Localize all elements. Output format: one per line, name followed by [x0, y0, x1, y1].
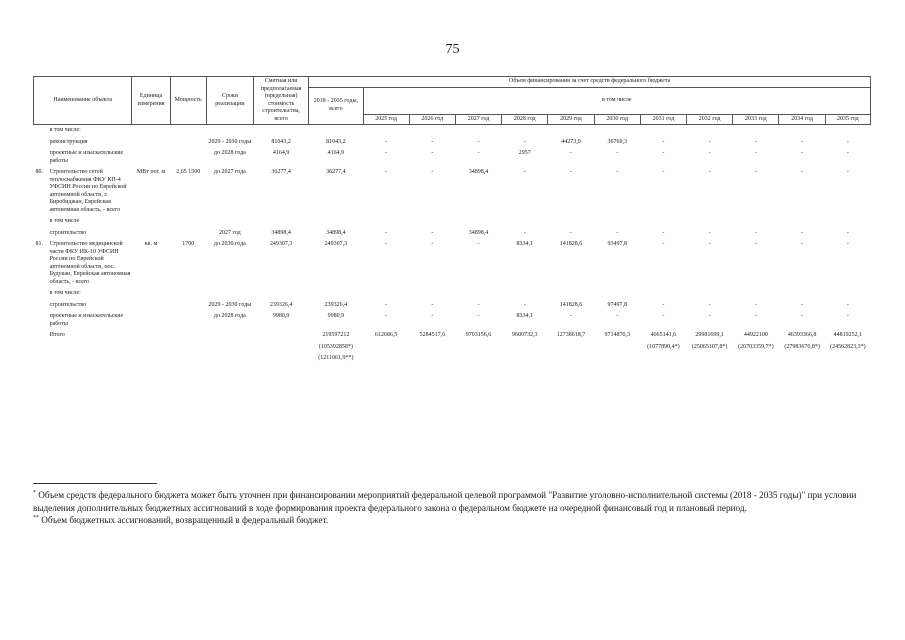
- table-row: [34, 216, 871, 228]
- row-year-value: [409, 216, 455, 228]
- row-year-value: -: [708, 241, 711, 247]
- header-year: 2032 год: [687, 114, 733, 125]
- total-year-value: 9600732,3: [512, 332, 538, 338]
- row-year-value: -: [846, 138, 849, 145]
- row-cost: [254, 288, 309, 300]
- row-year-value: -: [523, 301, 526, 308]
- row-year-value: [594, 216, 640, 228]
- row-term: 2027 год: [219, 229, 241, 236]
- row-number: [34, 288, 48, 300]
- row-year-value: [363, 216, 409, 228]
- row-year-value: -: [754, 169, 757, 175]
- total-year-value: 44922100: [743, 332, 768, 338]
- row-year-value: -: [569, 229, 572, 236]
- row-year-value: 36769,3: [607, 138, 627, 145]
- row-year-value: -: [708, 169, 711, 175]
- row-year-value: [733, 288, 779, 300]
- row-year-value: -: [431, 301, 434, 308]
- row-year-value: -: [385, 138, 388, 145]
- total-year-note: (1077890,4*): [647, 343, 680, 350]
- footnote-2-text: Объем бюджетных ассигнований, возвращенный в федеральный бюджет.: [39, 515, 329, 526]
- row-year-value: -: [754, 313, 757, 319]
- row-year-value: -: [569, 313, 572, 319]
- table-row: [34, 228, 871, 240]
- row-year-value: -: [846, 150, 849, 156]
- total-year-value: 4065141,6: [650, 332, 677, 338]
- row-capacity: [170, 125, 206, 137]
- header-including: в том числе: [363, 87, 871, 114]
- table-row: [34, 288, 871, 300]
- row-total: [309, 288, 363, 300]
- row-year-value: -: [477, 241, 480, 247]
- row-year-value: -: [662, 169, 665, 175]
- header-year: 2033 год: [733, 114, 779, 125]
- row-name: в том числе:: [49, 127, 81, 133]
- row-year-value: [502, 288, 548, 300]
- footnote-1-mark: *: [33, 490, 36, 496]
- total-year-note: [502, 342, 548, 354]
- header-capacity: Мощность: [170, 77, 206, 125]
- row-year-value: -: [385, 301, 388, 308]
- total-row: [34, 330, 871, 342]
- total-sum: 219597212: [322, 332, 350, 338]
- header-year: 2027 год: [455, 114, 501, 125]
- row-year-value: -: [431, 229, 434, 236]
- row-name: в том числе:: [49, 290, 81, 296]
- total-sum-note: (1211061,9**): [318, 355, 354, 361]
- row-name: строительство: [49, 229, 87, 236]
- table-row: [34, 239, 871, 288]
- row-name: Строительство медицинской части ФКУ ИК-10 УФСИН России по Еврейской автономной области, пос. Будукан, Еврейская автономная область, - всего: [49, 241, 131, 285]
- total-blank: [206, 342, 253, 354]
- row-name: проектные и изыскательские работы: [49, 150, 124, 164]
- header-year: 2025 год: [363, 114, 409, 125]
- row-year-value: 141828,6: [559, 241, 583, 247]
- row-year-value: -: [523, 138, 526, 145]
- row-cost: 9980,9: [272, 313, 290, 319]
- row-total: 4164,9: [327, 150, 345, 156]
- total-blank: [206, 353, 253, 365]
- row-year-value: [409, 288, 455, 300]
- row-year-value: -: [708, 229, 711, 236]
- total-blank: [170, 330, 206, 342]
- row-year-value: [363, 125, 409, 137]
- row-year-value: [687, 288, 733, 300]
- total-blank: [409, 353, 455, 365]
- row-cost: 81043,2: [271, 138, 291, 145]
- total-year-value: 46393366,8: [787, 332, 817, 338]
- total-blank: [502, 353, 548, 365]
- row-year-value: -: [754, 229, 757, 236]
- row-year-value: [548, 288, 594, 300]
- row-unit: МВт пог. м: [136, 169, 166, 175]
- total-blank: [455, 353, 501, 365]
- header-year: 2026 год: [409, 114, 455, 125]
- row-number: [34, 216, 48, 228]
- row-term: до 2027 года: [213, 169, 246, 175]
- row-year-value: [548, 216, 594, 228]
- row-year-value: [825, 125, 870, 137]
- total-blank: [825, 353, 870, 365]
- row-year-value: [779, 216, 825, 228]
- header-total: 2018 - 2035 годы, всего: [309, 87, 363, 125]
- row-year-value: -: [754, 301, 757, 308]
- header-unit: Единица измерения: [132, 77, 170, 125]
- row-year-value: 8334,1: [516, 313, 534, 319]
- header-year: 2031 год: [640, 114, 686, 125]
- row-year-value: -: [801, 301, 804, 308]
- row-number: [34, 148, 48, 167]
- row-year-value: -: [616, 229, 619, 236]
- total-blank: [254, 330, 309, 342]
- row-year-value: -: [708, 301, 711, 308]
- table-row: [34, 148, 871, 167]
- row-year-value: -: [662, 150, 665, 156]
- row-year-value: -: [431, 150, 434, 156]
- header-year: 2029 год: [548, 114, 594, 125]
- table-row: [34, 311, 871, 330]
- total-row-extra: [34, 342, 871, 354]
- total-blank: [640, 353, 686, 365]
- footnote-divider: [33, 483, 157, 484]
- row-unit: [132, 300, 170, 312]
- row-year-value: -: [431, 313, 434, 319]
- row-year-value: -: [523, 169, 526, 175]
- row-year-value: -: [754, 150, 757, 156]
- total-blank: [254, 353, 309, 365]
- row-cost: 34898,4: [271, 229, 291, 236]
- row-year-value: [363, 288, 409, 300]
- row-term: до 2028 года: [213, 150, 246, 156]
- row-number: [34, 228, 48, 240]
- row-year-value: -: [846, 313, 849, 319]
- header-year: 2030 год: [594, 114, 640, 125]
- row-term: 2029 - 2030 годы: [208, 301, 252, 308]
- total-year-value: 44819252,1: [833, 332, 863, 338]
- header-term: Сроки реализации: [206, 77, 253, 125]
- total-blank: [548, 353, 594, 365]
- row-name: Строительство сетей теплоснабжения ФКУ КП-4 УФСИН России по Еврейской автономной области, г. Биробиджан, Еврейская автономная область, - всего: [49, 169, 127, 213]
- header-name: Наименование объекта: [34, 77, 132, 125]
- total-year-note: (26703359,7*): [738, 343, 774, 350]
- total-blank: [594, 353, 640, 365]
- row-year-value: -: [616, 150, 619, 156]
- row-year-value: -: [846, 169, 849, 175]
- row-cost: [254, 125, 309, 137]
- row-year-value: -: [385, 313, 388, 319]
- table-row: [34, 167, 871, 216]
- row-unit: [132, 216, 170, 228]
- row-year-value: [779, 125, 825, 137]
- total-year-value: 5284517,6: [419, 332, 446, 338]
- row-year-value: [687, 216, 733, 228]
- row-year-value: [409, 125, 455, 137]
- row-year-value: -: [477, 313, 480, 319]
- row-year-value: 141828,6: [559, 301, 583, 308]
- row-year-value: [825, 216, 870, 228]
- row-unit: [132, 148, 170, 167]
- row-year-value: -: [708, 150, 711, 156]
- row-term: [206, 216, 253, 228]
- row-term: [206, 125, 253, 137]
- row-name: реконструкция: [49, 138, 88, 145]
- total-blank: [34, 330, 48, 342]
- row-unit: [132, 137, 170, 149]
- row-year-value: -: [616, 169, 619, 175]
- total-blank: [254, 342, 309, 354]
- row-year-value: [640, 288, 686, 300]
- row-unit: [132, 288, 170, 300]
- total-year-value: 29981699,1: [695, 332, 724, 338]
- row-year-value: -: [477, 301, 480, 308]
- header-funding-group: Объем финансирования за счет средств федерального бюджета: [309, 77, 871, 88]
- row-year-value: [455, 125, 501, 137]
- row-unit: кв. м: [144, 241, 158, 247]
- row-year-value: -: [431, 241, 434, 247]
- row-year-value: 34898,4: [468, 229, 489, 236]
- row-year-value: 34898,4: [468, 169, 489, 175]
- header-year: 2035 год: [825, 114, 870, 125]
- row-year-value: -: [662, 313, 665, 319]
- total-blank: [687, 353, 733, 365]
- row-year-value: 97497,8: [607, 301, 627, 308]
- row-year-value: -: [801, 169, 804, 175]
- row-year-value: -: [662, 138, 665, 145]
- total-blank: [132, 330, 170, 342]
- row-total: 81043,2: [326, 138, 346, 145]
- row-year-value: -: [754, 241, 757, 247]
- row-year-value: -: [477, 150, 480, 156]
- total-year-note: [548, 342, 594, 354]
- total-row-extra: [34, 353, 871, 365]
- row-year-value: -: [846, 301, 849, 308]
- row-year-value: -: [385, 169, 388, 175]
- total-year-note: (24562823,3*): [830, 343, 866, 350]
- row-capacity: [170, 300, 206, 312]
- row-year-value: -: [662, 301, 665, 308]
- row-capacity: [170, 137, 206, 149]
- row-name: проектные и изыскательские работы: [49, 313, 124, 327]
- footnotes: [33, 489, 873, 527]
- row-year-value: -: [385, 241, 388, 247]
- row-year-value: -: [801, 229, 804, 236]
- row-cost: 36277,4: [271, 169, 291, 175]
- total-blank: [132, 342, 170, 354]
- row-year-value: -: [801, 138, 804, 145]
- total-year-value: 12738618,7: [556, 332, 586, 338]
- row-year-value: 44273,9: [561, 138, 581, 145]
- row-year-value: [502, 216, 548, 228]
- row-year-value: [594, 125, 640, 137]
- row-year-value: -: [801, 150, 804, 156]
- table-row: [34, 125, 871, 137]
- row-year-value: -: [569, 150, 572, 156]
- row-year-value: [733, 125, 779, 137]
- total-blank: [170, 353, 206, 365]
- row-year-value: -: [477, 138, 480, 145]
- total-year-note: [363, 342, 409, 354]
- row-year-value: -: [523, 229, 526, 236]
- row-year-value: -: [569, 169, 572, 175]
- row-unit: [132, 228, 170, 240]
- table-row: [34, 137, 871, 149]
- row-number: [34, 311, 48, 330]
- row-year-value: 8334,1: [516, 241, 534, 247]
- footnote-1-text: Объем средств федерального бюджета может быть уточнен при финансировании мероприятий федеральной целевой программой "Развитие уголовно-исполнительной системы (2018 - 2035 годы)" при условии выделения дополнительных бюджетных ассигнований в ходе формирования проекта федерального закона о федеральном бюджете на очередной финансовый год и плановый период.: [33, 490, 857, 513]
- row-year-value: -: [801, 313, 804, 319]
- total-year-note: (25065107,8*): [691, 343, 728, 350]
- total-year-note: [594, 342, 640, 354]
- row-cost: [254, 216, 309, 228]
- row-year-value: -: [708, 138, 711, 145]
- row-number: 81.: [35, 241, 43, 247]
- row-year-value: -: [385, 150, 388, 156]
- total-blank: [206, 330, 253, 342]
- total-blank: [779, 353, 825, 365]
- footnote-2: [33, 514, 873, 527]
- row-year-value: -: [846, 241, 849, 247]
- total-year-value: 9714870,3: [604, 332, 630, 338]
- row-number: 80.: [35, 169, 43, 175]
- row-cost: 4164,9: [272, 150, 290, 156]
- total-year-value: 9703156,6: [465, 332, 492, 338]
- row-year-value: [594, 288, 640, 300]
- row-total: 34898,4: [326, 229, 346, 236]
- row-number: [34, 300, 48, 312]
- row-year-value: 2957: [518, 150, 531, 156]
- row-total: 249307,3: [324, 241, 348, 247]
- row-year-value: -: [754, 138, 757, 145]
- footnote-2-mark: **: [33, 515, 39, 522]
- row-year-value: [548, 125, 594, 137]
- row-name: в том числе: [49, 218, 80, 224]
- row-year-value: -: [662, 241, 665, 247]
- row-total: 36277,4: [326, 169, 346, 175]
- total-year-note: [455, 342, 501, 354]
- total-blank: [170, 342, 206, 354]
- page-number: 75: [445, 42, 460, 57]
- total-blank: [733, 353, 779, 365]
- row-name: строительство: [49, 301, 87, 308]
- row-year-value: [640, 216, 686, 228]
- total-year-note: (27983676,8*): [784, 343, 820, 350]
- row-number: [34, 125, 48, 137]
- row-capacity: [170, 216, 206, 228]
- row-cost: 249307,3: [269, 241, 293, 247]
- row-unit: [132, 125, 170, 137]
- header-year: 2034 год: [779, 114, 825, 125]
- row-year-value: -: [846, 229, 849, 236]
- row-capacity: [170, 228, 206, 240]
- row-unit: [132, 311, 170, 330]
- row-year-value: -: [801, 241, 804, 247]
- total-blank: [363, 353, 409, 365]
- total-year-note: [409, 342, 455, 354]
- row-year-value: -: [431, 138, 434, 145]
- table-body: [34, 125, 871, 365]
- row-total: [309, 216, 363, 228]
- row-capacity: [170, 288, 206, 300]
- row-capacity: [170, 148, 206, 167]
- row-year-value: [640, 125, 686, 137]
- row-year-value: 93497,8: [607, 241, 627, 247]
- row-cost: 239326,4: [269, 301, 293, 308]
- row-total: [309, 125, 363, 137]
- row-year-value: [502, 125, 548, 137]
- total-label: Итого: [49, 332, 65, 338]
- row-year-value: [455, 216, 501, 228]
- total-blank: [34, 353, 48, 365]
- row-year-value: -: [708, 313, 711, 319]
- row-capacity: 1700: [182, 241, 195, 247]
- row-year-value: -: [616, 313, 619, 319]
- row-year-value: [779, 288, 825, 300]
- total-year-value: 612686,5: [374, 332, 398, 338]
- row-capacity: 2,65 1500: [176, 169, 201, 175]
- total-sum-note: (105392858*): [318, 343, 353, 350]
- row-term: до 2028 года: [213, 313, 246, 319]
- row-year-value: [687, 125, 733, 137]
- row-year-value: [733, 216, 779, 228]
- row-year-value: [455, 288, 501, 300]
- row-year-value: -: [385, 229, 388, 236]
- total-blank: [48, 353, 132, 365]
- row-year-value: -: [662, 229, 665, 236]
- total-blank: [132, 353, 170, 365]
- header-cost: Сметная или предполагаемая (предельная) стоимость строительства, всего: [254, 77, 309, 125]
- total-blank: [48, 342, 132, 354]
- row-term: [206, 288, 253, 300]
- funding-table: [33, 76, 871, 365]
- row-year-value: [825, 288, 870, 300]
- row-term: 2029 - 2030 годы: [208, 138, 252, 145]
- footnote-1: [33, 489, 873, 514]
- row-number: [34, 137, 48, 149]
- row-capacity: [170, 311, 206, 330]
- row-term: до 2030 года: [213, 241, 246, 247]
- row-total: 239326,4: [324, 301, 348, 308]
- row-total: 9980,9: [327, 313, 345, 319]
- header-year: 2028 год: [502, 114, 548, 125]
- table-row: [34, 300, 871, 312]
- row-year-value: -: [431, 169, 434, 175]
- total-blank: [34, 342, 48, 354]
